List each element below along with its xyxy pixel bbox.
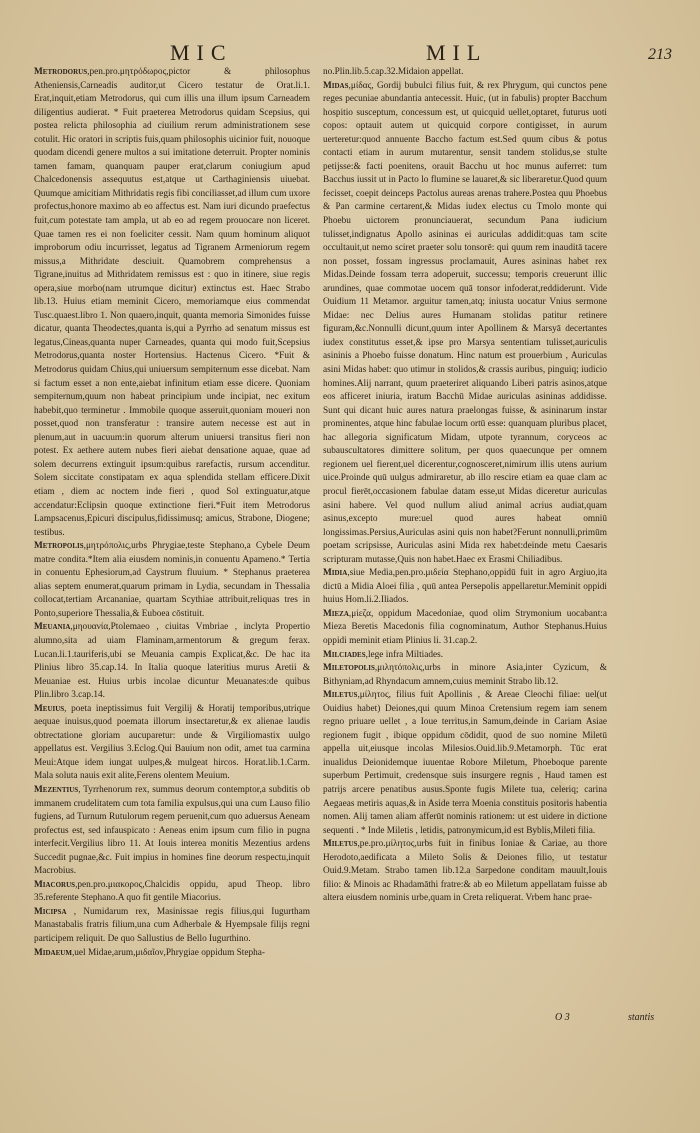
entry-headword: Miletus	[323, 690, 358, 701]
entry-headword: Midaeum	[34, 947, 72, 958]
header-left-word: MIC	[170, 40, 233, 65]
dictionary-entry	[34, 703, 310, 784]
dictionary-entry	[323, 689, 607, 838]
entry-headword: Mezentius	[34, 784, 79, 795]
entry-headword: Meuania	[34, 622, 71, 633]
entry-headword: Midia	[323, 568, 348, 579]
dictionary-entry	[323, 662, 607, 689]
entry-headword: Meuius	[34, 703, 65, 714]
entry-text: ,lege infra Miltiades.	[365, 649, 444, 660]
dictionary-entry	[34, 540, 310, 621]
entry-headword: Miletopolis	[323, 663, 375, 674]
dictionary-entry	[323, 838, 607, 906]
entry-text: ,μίδας, Gordij bubulci filius fuit, & rex Phrygum, qui cunctos pene reges pecuniae abundantia antecessit. Huic, (ut in fabulis) propter Bacchum hospitio susceptum, concessum est, ut quicquid uellet,optaret, futurus uoti copos: optauit autem ut quicquid corpore contigisset, in aurum uerteretur:quod annuente Baccho factum est.Sed quum cibus & potus contacti etiam in aurum mutarentur, sensit tandem stolidus,se stulte petijsse:& facti poenitens, orauit Bacchu ut hoc munus auferret: tum Bacchus iussit ut in Pacto lo flumine se lauaret,& sic liberaretur.Quod quum fecisset, coepit deinceps Pactolus aureas arenas trahere.Postea quu Phoebus & Pan carmine certarent,& Midas iudex electus cu Tmolo monte qui Phoebu uictorem pronunciauerat, secundum Pana iudicium tulisset,indignatus Apollo asininas ei auriculas addidit:quas tam scite occultauit,ut nemo sciret praeter solu tonsorē: qui quum rem inauditā tacere non posset, fossam ingressus proclamauit, Aures asininas habet rex Midas.Deinde fossam terra adoperuit, successu; temporis creuerunt illic arundines, quae commotae uocem quā tonsor infoderat,reddiderunt. Vide Ouidium 11 Metamor. arguitur tamen,atq; iniusta uocatur Vnius sermone Midae: nec Delius aures Humanam stolidas patitur retinere figuram,&c.Nonnulli dicunt,quum inter Apollinem & Marsyā decertantes iudex constitutus esset,& ipse pro Marsya sententiam tulisset,auriculis asininis a Phoebo fuisse donatum. Hinc natum est prouerbium , Auriculas asini Midas habet: quo utimur in stolidos,& crassis auribus, pinguiq; iudicio homines.Alij narrant, quum praeteriret aliquando Liberi patris asinos,atque eos afficeret iniuria, iratum Bacchū Midae auriculas asininas addidisse. Sunt qui dicant huic aures natura praelongas fuisse, & asininarum instar prominentes, atque hinc fabulae locum ortū esse: quanquam pluribus placet, hac allegoria significatum Midam, utpote tyrannum, coryceos ac subauscultatores dimittere solitum, per quos quaecunque per omnem regionem uel fierent,uel dicerentur,cognosceret,nimirum illis utens aurium uice.Proinde quū uulgus admiraretur, ab illo rescire etiam ea quae clam ac procul fierēt,occasionem fabulae datam esse,ut Midas diceretur auriculas asini habere. Vel quod nullum aliud animal acrius audiat,quam asinus,excepto mure:uel quod aures habeat omniū longissimas.Persius,Auriculas asini quis non habet?Ferunt nonnulli,primūm poetam scripsisse, Auriculas asini Mida rex habet:deinde metu Caesaris scripturam mutasse,Quis non habet.Haec ex Erasmi Chiliadibus.	[323, 80, 607, 565]
entry-headword: Metrodorus	[34, 67, 88, 77]
dictionary-entry	[34, 784, 310, 879]
entry-text: ,pen.pro.μιακορος,Chalcidis oppidu, apud Theop. libro 35.referente Stephano.A quo fit gentile Miacorius.	[34, 879, 310, 904]
entry-text: no.Plin.lib.5.cap.32.Midaion appellat.	[323, 67, 464, 77]
entry-text: ,μίλητος, filius fuit Apollinis , & Areae Cleochi filiae: uel(ut Ouidius habet) Deiones,qui quum Minoa Cretensium regem iam senem regno priuare uellet , a Ioue territus,in Samum,deinde in Cariam Asiae regionem fugit , ibique oppidum cōdidit, quod de suo nomine Miletū appella uit,eiusque incolas Milesios.Ouid.lib.9.Metamorph. Tūc erat inualidus Deionidemque iuuentae Robore Miletum, Phoeboque parente superbum Pertimuit, credensque suis insurgere regnis , Haud tamen est patrijs arcere penatibus ausus.Sponte fugis Milete tua, celeriq; carina Aegaeas metiris aquas,& in Aside terra Moenia constituis positoris habentia nomen. Alij tamen aliam afferūt nominis rationem: ut est uidere in dictione sequenti . * Inde Miletis , letidis, patronymicum,id est Byblis,Mileti filia.	[323, 690, 607, 836]
dictionary-entry	[323, 608, 607, 649]
dictionary-entry	[323, 66, 607, 80]
entry-text: ,μηουανία,Ptolemaeo , ciuitas Vmbriae , inclyta Propertio alumno,sita ad uiam Flaminam,armentorum & gregum ferax. Lucan.li.1.tauriferis,ubi se Meuania campis Explicat,&c. De hac ita Plinius libro 35.cap.14. In Italia quoque lateritius murus Aretii & Meuaniae est. Huius urbis incolae dicuntur Meuanates:de quibus Plin.libro 3.cap.14.	[34, 622, 310, 701]
entry-headword: Metropolis	[34, 541, 84, 552]
right-column	[323, 66, 607, 1066]
signature-mark: O 3	[555, 1012, 570, 1023]
dictionary-entry	[34, 879, 310, 906]
catchword: stantis	[628, 1012, 655, 1023]
page-number: 213	[648, 46, 672, 63]
entry-text: , Tyrrhenorum rex, summus deorum contemptor,a subditis ob immanem crudelitatem cum tota familia expulsus,qui una cum Lauso filio fugiens, ad Turnum Rutulorum regem peruenit,cum quo aduersus Aeneam profectus est, sed infauspicato : Aeneas enim ipsum cum filio in pugna interfecit.Vergilius libro 11. At Iouis interea monitis Mezentius ardens Succedit pugnae,&c. Fuit impius in homines fine deorum respectu,inquit Macrobius.	[34, 784, 310, 877]
left-column	[34, 66, 310, 1066]
entry-text: ,siue Media,pen.pro.μιδεία Stephano,oppidū fuit in agro Argiuo,ita dictū a Midia Aloei filia , quū antea Persepolis appellaretur.Meminit oppidi huius Hom.li.2.Iliados.	[323, 568, 607, 606]
dictionary-entry	[34, 906, 310, 947]
entry-headword: Miletus	[323, 839, 358, 850]
dictionary-entry	[323, 567, 607, 608]
entry-text: ,μίεζα, oppidum Macedoniae, quod olim Strymonium uocabant:a Mieza Beretis Macedonis filia cognominatum, Author Stephanus.Huius oppidi meminit etiam Plinius li. 31.cap.2.	[323, 608, 607, 646]
dictionary-entry	[323, 649, 607, 663]
entry-text: ,μιλητόπολις,urbs in minore Asia,inter Cyzicum, & Bithyniam,ad Rhyndacum amnem,cuius meminit Strabo lib.12.	[323, 663, 607, 687]
header-right-word: MIL	[426, 40, 488, 65]
entry-text: , Numidarum rex, Masinissae regis filius,qui Iugurtham Manastabalis fratris filium,una cum Adherbale & Hyempsale filijs regni participem reliquit. De quo Sallustius de Bello Iugurthino.	[34, 906, 310, 944]
entry-text: ,uel Midae,arum,μιδαῖον,Phrygiae oppidum Stepha-	[71, 947, 266, 958]
entry-text: , poeta ineptissimus fuit Vergilij & Horatij temporibus,utrique aequae inuisus,quod poemata illorum insectaretur,& ex alienae laudis obtrectatione gloriam aucuparetur: unde & Virgiliomastix uulgo appellatus est. Vergilius 3.Eclog.Qui Bauium non odit, amet tua carmina Meui:Atque idem iungat uulpes,& mulgeat hircos. Horat.lib.1.Carm. Mala soluta nauis exit alite,Ferens olentem Meuium.	[34, 703, 310, 782]
dictionary-entry	[34, 66, 310, 540]
entry-headword: Midas	[323, 80, 349, 91]
entry-headword: Micipsa	[34, 906, 67, 917]
entry-headword: Milciades	[323, 649, 366, 660]
dictionary-entry	[323, 80, 607, 568]
dictionary-entry	[34, 621, 310, 702]
entry-headword: Mieza	[323, 608, 349, 619]
entry-text: ,pe.pro.μίλητος,urbs fuit in finibus Ioniae & Cariae, au thore Herodoto,aedificata a Mileto Solis & Deiones filio, ut testatur Ouid.9.Metam. Strabo tamen lib.12.a Sarpedone conditam mauult,Iouis filio: & Minois ac Rhadamāthi fratre:& ab eo Miletum appellatam fuisse ab altera eiusdem nominis urbe,quam in Creta reliquerat. Vrbem hanc prae-	[323, 839, 607, 904]
entry-text: ,pen.pro.μητρόδωρος,pictor & philosophus Atheniensis,Carneadis auditor,ut Cicero testatur de Orat.li.1. Erat,inquit,etiam Metrodorus, qui cum illis una illum ipsum Carneadem diligentius audierat. * Fuit praeterea Metrodorus quidam Scepsius, qui postea relicta philosophia ad ciuilium rerum administrationem sese cotulit. Hic oratori in scriptis fuis,quam philosophis uicinior fuit, nouoque quodam dicendi genere multos a sui imitatione deterruit. Propter nominis tamen famam, quanquam pauper erat,clarum coniugium apud Chalcedonensis assequutus est,atque ut Carthaginiensis uiuebat. Quumque amicitiam Mithridatis regis fibi conciliasset,ad illum cum uxore profectus,honore maximo ab eo affectus est. Nam iuri dicundo praefectus fuit,cum potestate tam ampla, ut ab eo ad regem prouocare non liceret. Quae tamen res ei non foeliciter cessit. Nam quum hominum aliquot improborum odiu incurrisset, legatus ad Tigranem Armeniorum regem missus,a Mithridate desciuit. Quamobrem comprehensus a Tigrane,inuitus ad Mithridatem remissus est : quo in itinere, siue regis opera,siue morbo(nam utrumque dicitur) extinctus est. Haec Strabo lib.13. Huius etiam meminit Cicero, memoriamque eius commendat Tusc.quaest.libro 1. Non quaero,inquit, quanta memoria Simonides fuisse dicatur, quanta Theodectes,quanta is,qui a Pyrrho ad senatum missus est legatus,Cineas,quanta nuper Carneades, quanta qui modo fuit,Scepsius Metrodorus,quanta noster Hortensius. Hactenus Cicero. *Fuit & Metrodorus quidam Chius,qui uniuersum sempiternum esse dicebat. Nam si factum esset a non ente,aiebat infinitum etiam esse dicere. Quoniam sempiternum,quum non habeat principium unde incipiat, nec exitum habebit,quo terminetur . Immobile quoque asseruit,quoniam moueri non posset,quod non transferatur : transire autem necesse est aut in plenum,aut in uacuum:in quorum alterum uniuersi transitus fieri non potest. Ex aethere autem nubes fieri aiebat densatione aquae, quae ad solem decurrens extinguit ipsum:quibus rarefactis, rursum accenditur. Solem siccitate constipatam ex aqua splendida stellam efficere.Dixit etiam , diem ac noctem inde fieri , quod Sol extinguatur,atque accendatur:Eclipsin quoque extinctione fieri.*Fuit item Metrodorus Lampsacenus,Epicuri discipulus,fidissimusq; amicus, Strabone, Diogene; testibus.	[34, 67, 310, 538]
entry-headword: Miacorus	[34, 879, 76, 890]
dictionary-entry	[34, 947, 310, 961]
entry-text: ,μητρόπολις,urbs Phrygiae,teste Stephano,a Cybele Deum matre condita.*Item alia eiusdem nominis,in conuentu Apameno.* Tertia in conuentu Ephesiorum,ad Caystrum fluuium. * Stephanus praeterea alias septem enumerat,quarum primam in Lydia, secundam in Thessalia collocat,tertiam Arcananiae, quartam Scythiae attribuit,reliquas tres in Ponto,superiore Thessalia,& Euboea cōstituit.	[34, 541, 310, 619]
